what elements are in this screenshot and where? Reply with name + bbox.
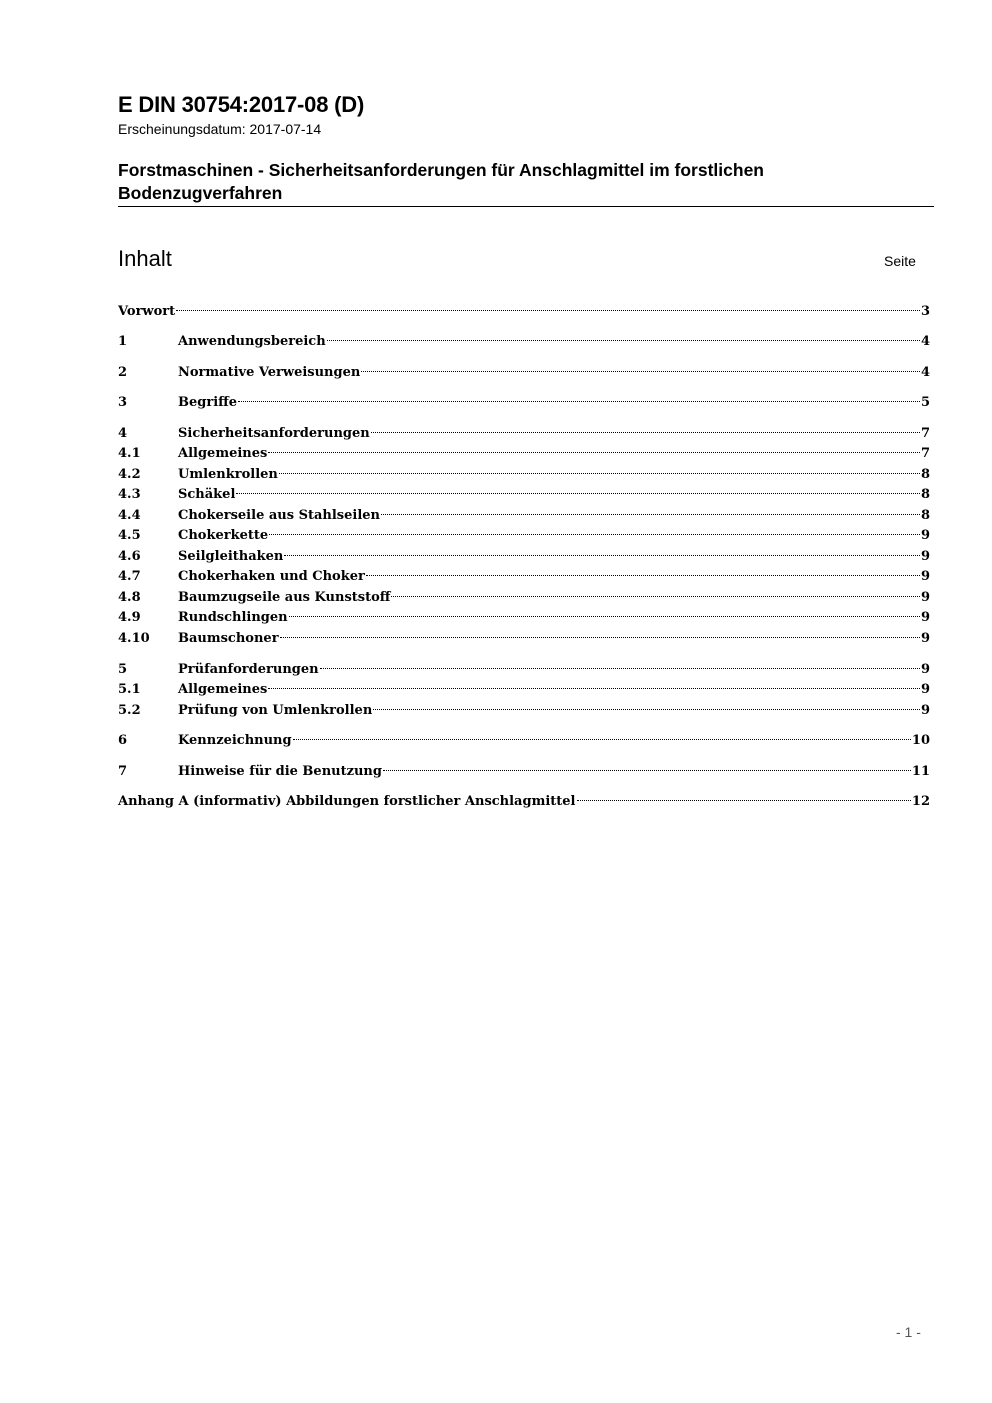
toc-entry-page: 9 [920,703,930,718]
toc-entry-number: 4.9 [118,610,141,625]
toc-entry-title: Chokerhaken und Choker [178,569,365,584]
toc-entry-page: 9 [920,549,930,564]
toc-entry-number: 5.2 [118,703,141,718]
toc-entry-title: Sicherheitsanforderungen [178,426,370,441]
toc-entry-number: 4 [118,426,128,441]
toc-entry[interactable] [118,608,930,628]
toc-entry-number: 4.1 [118,446,141,461]
toc-entry-page: 9 [920,682,930,697]
toc-entry-number: 4.5 [118,528,141,543]
toc-entry[interactable] [118,332,930,352]
toc-dot-leader [176,310,920,311]
toc-entry[interactable] [118,629,930,649]
toc-entry-page: 9 [920,590,930,605]
toc-dot-leader [361,371,920,372]
toc-entry[interactable] [118,363,930,383]
toc-entry-title: Anhang A (informativ) Abbildungen forstlicher Anschlagmittel [118,794,576,809]
title-divider [118,206,934,207]
toc-entry-page: 11 [911,764,930,779]
toc-entry-page: 7 [920,426,930,441]
toc-entry-number: 4.2 [118,467,141,482]
toc-entry-page: 9 [920,610,930,625]
document-title: Forstmaschinen - Sicherheitsanforderungen für Anschlagmittel im forstlichen Bodenzugverfahren [118,160,764,203]
toc-entry-page: 10 [911,733,930,748]
toc-entry[interactable] [118,526,930,546]
toc-dot-leader [268,452,920,453]
toc-entry-number: 5.1 [118,682,141,697]
toc-entry-title: Baumschoner [178,631,279,646]
page-number: - 1 - [896,1324,921,1340]
toc-entry[interactable] [118,465,930,485]
toc-entry-page: 4 [920,334,930,349]
toc-dot-leader [289,616,920,617]
toc-entry[interactable] [118,547,930,567]
toc-dot-leader [320,668,920,669]
toc-dot-leader [280,637,920,638]
document-id: E DIN 30754:2017-08 (D) [118,92,365,117]
toc-entry-page: 9 [920,662,930,677]
toc-entry-title: Rundschlingen [178,610,288,625]
toc-entry-number: 4.6 [118,549,141,564]
toc-dot-leader [269,534,920,535]
toc-entry[interactable] [118,680,930,700]
toc-entry-number: 4.3 [118,487,141,502]
toc-entry-title: Baumzugseile aus Kunststoff [178,590,391,605]
toc-entry[interactable] [118,588,930,608]
toc-entry[interactable] [118,485,930,505]
toc-entry-title: Umlenkrollen [178,467,278,482]
toc-entry[interactable] [118,302,930,322]
toc-dot-leader [236,493,920,494]
toc-dot-leader [268,688,920,689]
toc-entry-page: 9 [920,631,930,646]
toc-entry-title: Prüfanforderungen [178,662,319,677]
toc-dot-leader [284,555,920,556]
toc-entry-title: Kennzeichnung [178,733,292,748]
toc-entry-title: Prüfung von Umlenkrollen [178,703,373,718]
toc-dot-leader [371,432,920,433]
toc-entry-page: 8 [920,487,930,502]
toc-entry-number: 6 [118,733,128,748]
toc-entry[interactable] [118,393,930,413]
toc-entry-page: 9 [920,528,930,543]
toc-dot-leader [327,340,920,341]
toc-entry-title: Hinweise für die Benutzung [178,764,382,779]
toc-dot-leader [577,800,911,801]
toc-entry-title: Seilgleithaken [178,549,284,564]
toc-entry-page: 4 [920,365,930,380]
toc-entry[interactable] [118,762,930,782]
toc-entry-number: 4.10 [118,631,150,646]
toc-entry-title: Begriffe [178,395,238,410]
publication-date: Erscheinungsdatum: 2017-07-14 [118,121,322,137]
toc-entry-title: Normative Verweisungen [178,365,361,380]
toc-entry[interactable] [118,792,930,812]
toc-entry-title: Allgemeines [178,446,268,461]
toc-entry-page: 8 [920,508,930,523]
toc-entry-number: 4.4 [118,508,141,523]
toc-entry[interactable] [118,731,930,751]
toc-entry-title: Vorwort [118,304,176,319]
toc-entry[interactable] [118,444,930,464]
toc-page-column-label: Seite [884,253,916,269]
toc-dot-leader [391,596,920,597]
toc-dot-leader [381,514,920,515]
toc-entry[interactable] [118,506,930,526]
toc-entry-page: 3 [920,304,930,319]
toc-entry-number: 3 [118,395,128,410]
toc-entry-page: 7 [920,446,930,461]
toc-entry-page: 5 [920,395,930,410]
toc-entry-number: 2 [118,365,128,380]
toc-entry-page: 9 [920,569,930,584]
toc-entry[interactable] [118,701,930,721]
toc-entry-number: 1 [118,334,128,349]
toc-entry-page: 12 [911,794,930,809]
toc-entry-title: Chokerseile aus Stahlseilen [178,508,380,523]
toc-entry[interactable] [118,660,930,680]
toc-entry[interactable] [118,567,930,587]
toc-entry-number: 4.7 [118,569,141,584]
toc-entry-page: 8 [920,467,930,482]
toc-entry-title: Allgemeines [178,682,268,697]
toc-dot-leader [366,575,920,576]
toc-entry-number: 7 [118,764,128,779]
toc-entry-title: Schäkel [178,487,236,502]
toc-entry[interactable] [118,424,930,444]
toc-dot-leader [279,473,920,474]
toc-entry-number: 4.8 [118,590,141,605]
toc-entry-number: 5 [118,662,128,677]
toc-dot-leader [373,709,920,710]
toc-entry-title: Chokerkette [178,528,269,543]
toc-entry-title: Anwendungsbereich [178,334,326,349]
toc-dot-leader [293,739,911,740]
toc-heading: Inhalt [118,246,172,271]
toc-dot-leader [238,401,920,402]
toc-dot-leader [383,770,911,771]
